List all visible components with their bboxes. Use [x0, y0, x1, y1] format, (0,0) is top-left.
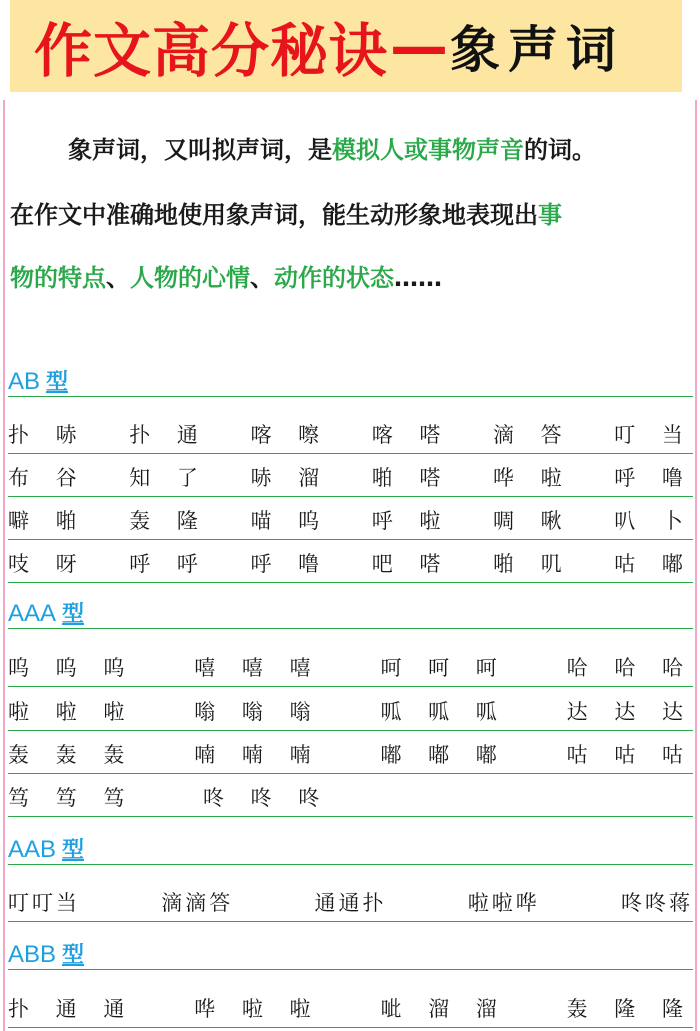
title-dash: —	[390, 12, 449, 80]
word-item: 咕 咕 咕	[566, 742, 694, 767]
word-item: 滴滴答	[161, 890, 234, 915]
word-item: 轰 隆 隆	[566, 996, 693, 1021]
word-item: 呼 噜	[250, 551, 330, 576]
ab-row-1	[8, 412, 693, 454]
word-item: 呜 呜 呜	[8, 655, 135, 680]
aab-row-1	[8, 880, 693, 922]
word-item: 扑 哧	[8, 422, 87, 447]
word-item: 叭 卜	[614, 508, 693, 533]
left-margin-rule	[3, 100, 5, 1031]
word-item: 咚咚蒋	[621, 890, 693, 915]
word-item: 知 了	[129, 465, 208, 490]
word-item: 咕 嘟	[614, 551, 693, 576]
section-header-aab: AAB 型	[8, 834, 693, 865]
aaa-row-1	[8, 645, 693, 687]
word-item: 呼 啦	[371, 508, 451, 533]
section-header-ab: AB 型	[8, 366, 693, 397]
word-item: 啦 啦 啦	[8, 699, 135, 724]
aaa-row-3	[8, 732, 693, 774]
word-item: 喃 喃 喃	[194, 742, 321, 767]
word-item: 喀 嗒	[371, 422, 451, 447]
word-item: 滴 答	[493, 422, 572, 447]
word-item: 扑 通	[129, 422, 208, 447]
word-item: 扑 通 通	[8, 996, 135, 1021]
title-main: 作文高分秘诀	[34, 17, 389, 85]
word-item: 嗡 嗡 嗡	[194, 699, 321, 724]
section-header-aaa: AAA 型	[8, 598, 693, 629]
title-banner	[10, 0, 682, 92]
word-item: 噼 啪	[8, 508, 87, 533]
word-item: 呼 呼	[129, 551, 208, 576]
abb-row-1	[8, 986, 693, 1028]
word-item: 嘟 嘟 嘟	[380, 742, 507, 767]
word-item: 笃 笃 笃	[8, 785, 135, 810]
word-item: 叮叮当	[8, 890, 80, 915]
word-item: 啁 啾	[493, 508, 572, 533]
ab-row-4	[8, 541, 693, 583]
right-margin-rule	[695, 100, 697, 1031]
word-item: 呼 噜	[614, 465, 693, 490]
word-item: 呵 呵 呵	[380, 655, 507, 680]
intro-line-3: 物的特点、人物的心情、动作的状态……	[10, 264, 442, 292]
aaa-row-2	[8, 689, 693, 731]
word-item: 布 谷	[8, 465, 87, 490]
word-item: 吧 嗒	[371, 551, 451, 576]
word-item: 哈 哈 哈	[566, 655, 694, 680]
word-item: 叮 当	[614, 422, 693, 447]
ab-row-2	[8, 455, 693, 497]
word-item: 啦啦哗	[467, 890, 540, 915]
word-item: 吱 呀	[8, 551, 87, 576]
word-item: 啪 嗒	[371, 465, 451, 490]
word-item: 呱 呱 呱	[380, 699, 507, 724]
word-item: 呲 溜 溜	[380, 996, 507, 1021]
word-item: 哗 啦	[493, 465, 572, 490]
word-item: 轰 轰 轰	[8, 742, 135, 767]
word-item: 通通扑	[314, 890, 387, 915]
word-item: 喵 呜	[250, 508, 330, 533]
intro-line-2: 在作文中准确地使用象声词，能生动形象地表现出事	[10, 201, 562, 229]
word-item: 咚 咚 咚	[203, 785, 330, 810]
word-item: 啪 叽	[493, 551, 572, 576]
word-item: 喀 嚓	[250, 422, 330, 447]
word-item: 嘻 嘻 嘻	[194, 655, 321, 680]
title-sub: 象声词	[450, 20, 625, 79]
word-item: 哗 啦 啦	[194, 996, 321, 1021]
aaa-row-4	[8, 775, 693, 817]
intro-line-1: 象声词，又叫拟声词，是模拟人或事物声音的词。	[68, 136, 596, 164]
word-item: 哧 溜	[250, 465, 330, 490]
word-item: 轰 隆	[129, 508, 208, 533]
section-header-abb: ABB 型	[8, 939, 693, 970]
word-item: 达 达 达	[566, 699, 694, 724]
ab-row-3	[8, 498, 693, 540]
